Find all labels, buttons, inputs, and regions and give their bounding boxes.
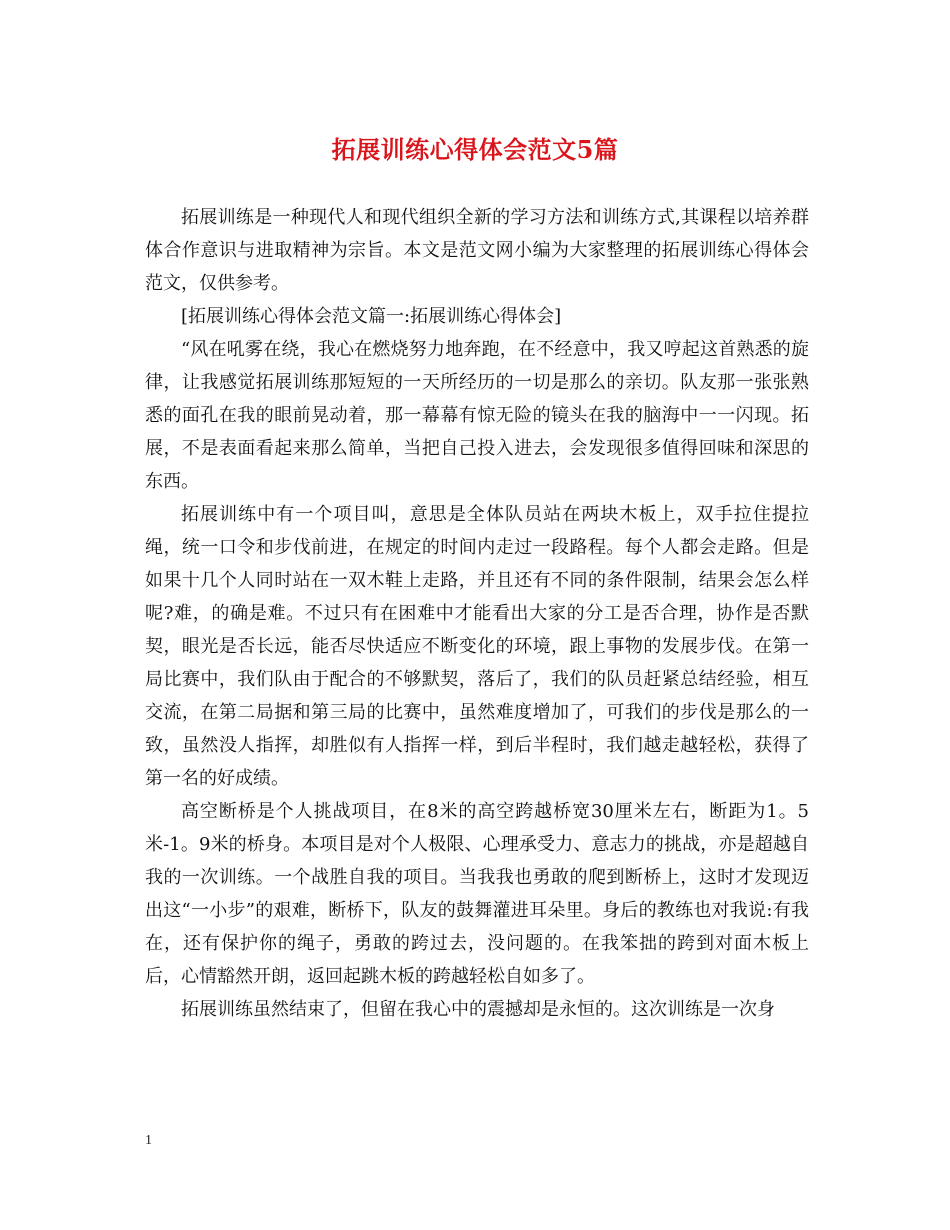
document-body xyxy=(145,201,809,1026)
paragraph: 拓展训练中有一个项目叫，意思是全体队员站在两块木板上，双手拉住提拉绳，统一口令和步伐前进，在规定的时间内走过一段路程。每个人都会走路。但是如果十几个人同时站在一双木鞋上走路，并且还有不同的条件限制，结果会怎么样呢?难，的确是难。不过只有在困难中才能看出大家的分工是否合理，协作是否默契，眼光是否长远，能否尽快适应不断变化的环境，跟上事物的发展步伐。在第一局比赛中，我们队由于配合的不够默契，落后了，我们的队员赶紧总结经验，相互交流，在第二局据和第三局的比赛中，虽然难度增加了，可我们的步伐是那么的一致，虽然没人指挥，却胜似有人指挥一样，到后半程时，我们越走越轻松，获得了第一名的好成绩。 xyxy=(145,504,809,789)
page-number: 1 xyxy=(145,1133,152,1148)
paragraph: 高空断桥是个人挑战项目，在8米的高空跨越桥宽30厘米左右，断距为1。5米-1。9米的桥身。本项目是对个人极限、心理承受力、意志力的挑战，亦是超越自我的一次训练。一个战胜自我的项目。当我我也勇敢的爬到断桥上，这时才发现迈出这“一小步”的艰难，断桥下，队友的鼓舞灌进耳朵里。身后的教练也对我说:有我在，还有保护你的绳子，勇敢的跨过去，没问题的。在我笨拙的跨到对面木板上后，心情豁然开朗，返回起跳木板的跨越轻松自如多了。 xyxy=(145,801,809,987)
document-title: 拓展训练心得体会范文5篇 xyxy=(331,135,619,164)
section-heading: [拓展训练心得体会范文篇一:拓展训练心得体会] xyxy=(181,306,562,327)
paragraph: “风在吼雾在绕，我心在燃烧努力地奔跑，在不经意中，我又哼起这首熟悉的旋律，让我感觉拓展训练那短短的一天所经历的一切是那么的亲切。队友那一张张熟悉的面孔在我的眼前晃动着，那一幕幕有惊无险的镜头在我的脑海中一一闪现。拓展，不是表面看起来那么简单，当把自己投入进去，会发现很多值得回味和深思的东西。 xyxy=(145,339,809,492)
paragraph: 拓展训练虽然结束了，但留在我心中的震撼却是永恒的。这次训练是一次身 xyxy=(181,999,775,1020)
footer-divider xyxy=(145,1122,809,1123)
paragraph-intro: 拓展训练是一种现代人和现代组织全新的学习方法和训练方式,其课程以培养群体合作意识与进取精神为宗旨。本文是范文网小编为大家整理的拓展训练心得体会范文，仅供参考。 xyxy=(145,207,809,294)
